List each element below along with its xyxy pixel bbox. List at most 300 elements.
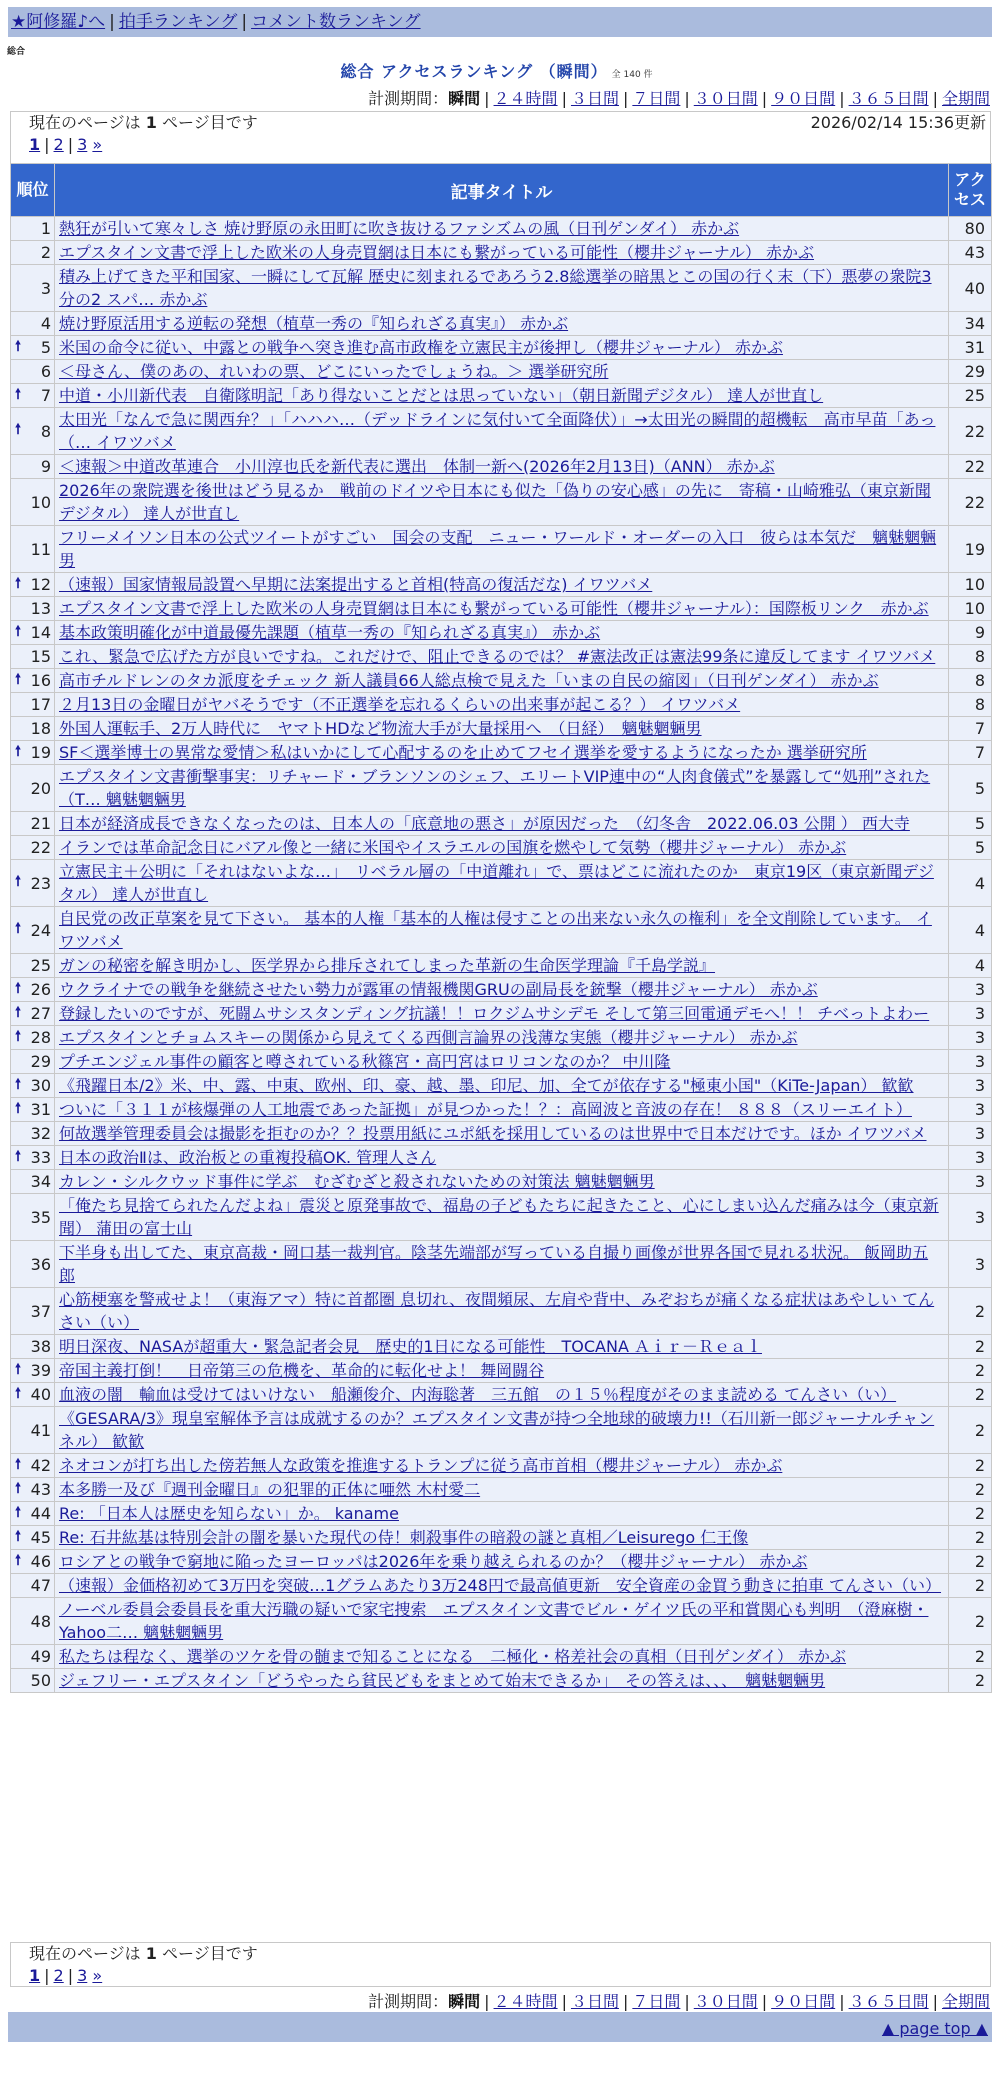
title-cell [55, 1478, 949, 1502]
title-cell [55, 1122, 949, 1146]
rank-up-arrow-icon: 🠕 [15, 337, 22, 354]
rank-up-arrow-icon: 🠕 [15, 1503, 22, 1520]
rank-cell [11, 1288, 55, 1335]
rank-number: 12 [30, 575, 51, 594]
access-count: 3 [949, 978, 992, 1002]
access-count: 3 [949, 1050, 992, 1074]
title-cell [55, 1146, 949, 1170]
title-cell [55, 907, 949, 954]
ranking-row [11, 241, 992, 265]
rank-cell [11, 693, 55, 717]
title-cell [55, 1288, 949, 1335]
article-link[interactable]: 焼け野原活用する逆転の発想（植草一秀の『知られざる真実』） 赤かぶ [59, 314, 569, 333]
pager-page-link[interactable]: 1 [29, 135, 41, 154]
home-link[interactable]: ★阿修羅♪へ [11, 12, 106, 32]
rank-number: 14 [30, 623, 51, 642]
rank-cell [11, 573, 55, 597]
period-separator: | [932, 1992, 938, 2011]
rank-up-arrow-icon: 🠕 [15, 920, 22, 937]
rank-number: 25 [30, 956, 51, 975]
title-cell [55, 1050, 949, 1074]
article-link[interactable]: 2026年の衆院選を後世はどう見るか 戦前のドイツや日本にも似た「偽りの安心感」の先に 寄稿・山崎雅弘（東京新聞デジタル） 達人が世直し [59, 481, 931, 523]
ranking-row [11, 907, 992, 954]
ranking-row [11, 479, 992, 526]
title-cell [55, 1407, 949, 1454]
ranking-title: 総合 アクセスランキング （瞬間） [340, 62, 608, 81]
article-link[interactable]: フリーメイソン日本の公式ツイートがすごい 国会の支配 ニュー・ワールド・オーダーの入口 彼らは本気だ 魑魅魍魎男 [59, 528, 937, 570]
ranking-row [11, 1194, 992, 1241]
rank-up-arrow-icon: 🠕 [15, 1003, 22, 1020]
article-link[interactable]: 下半身も出してた、東京高裁・岡口基一裁判官。陰茎先端部が写っている自撮り画像が世界各国で見れる状況。 飯岡助五郎 [59, 1243, 929, 1285]
title-cell [55, 408, 949, 455]
access-count: 3 [949, 1026, 992, 1050]
ranking-row [11, 336, 992, 360]
rank-cell [11, 336, 55, 360]
article-link[interactable]: 立憲民主＋公明に「それはないよな…」 リベラル層の「中道離れ」で、票はどこに流れたのか 東京19区（東京新聞デジタル） 達人が世直し [59, 862, 934, 904]
access-count: 4 [949, 860, 992, 907]
rank-cell [11, 1335, 55, 1359]
rank-number: 32 [30, 1124, 51, 1143]
article-link[interactable]: 積み上げてきた平和国家、一瞬にして瓦解 歴史に刻まれるであろう2.8総選挙の暗黒とこの国の行く末（下）悪夢の衆院3分の2 スパ… 赤かぶ [59, 267, 932, 309]
current-page-text: 現在のページは 1 ページ目です [29, 113, 258, 132]
title-cell [55, 526, 949, 573]
rank-up-arrow-icon: 🠕 [15, 670, 22, 687]
rank-number: 43 [30, 1480, 51, 1499]
title-cell [55, 241, 949, 265]
page-title [0, 59, 993, 82]
rank-number: 13 [30, 599, 51, 618]
access-count: 5 [949, 765, 992, 812]
title-cell [55, 1669, 949, 1693]
ranking-row [11, 860, 992, 907]
article-link[interactable]: ガンの秘密を解き明かし、医学界から排斥されてしまった革新の生命医学理論『千島学説』 [59, 956, 716, 975]
rank-number: 31 [30, 1100, 51, 1119]
article-link[interactable]: ネオコンが打ち出した傍若無人な政策を推進するトランプに従う高市首相（櫻井ジャーナル） 赤かぶ [59, 1456, 783, 1475]
pager-page-link[interactable]: 2 [53, 135, 64, 154]
rank-number: 10 [30, 492, 51, 512]
period-separator: | [622, 89, 629, 108]
rank-cell [11, 669, 55, 693]
rank-cell [11, 1026, 55, 1050]
ranking-row [11, 741, 992, 765]
rank-up-arrow-icon: 🠕 [15, 1384, 22, 1401]
title-cell [55, 1241, 949, 1288]
pager-page-link[interactable]: 1 [29, 1966, 41, 1985]
article-link[interactable]: ＜母さん、僕のあの、れいわの票、どこにいったでしょうね。＞ 選挙研究所 [59, 362, 609, 381]
ranking-row [11, 1074, 992, 1098]
ranking-row [11, 1359, 992, 1383]
rank-number: 4 [40, 314, 51, 333]
rank-cell [11, 1170, 55, 1194]
pager-page-link[interactable]: 3 [77, 1966, 88, 1985]
period-option[interactable]: ３０日間 [693, 89, 758, 108]
article-link[interactable]: ジェフリー・エプスタイン「どうやったら貧民どもをまとめて始末できるか」 その答えは、、、 魑魅魍魎男 [59, 1671, 826, 1690]
ranking-row [11, 408, 992, 455]
ranking-row [11, 765, 992, 812]
ranking-row [11, 1574, 992, 1598]
article-link[interactable]: プチエンジェル事件の顧客と噂されている秋篠宮・高円宮はロリコンなのか？ 中川隆 [59, 1052, 671, 1071]
period-label: 計測期間： [368, 89, 449, 108]
access-count: 2 [949, 1550, 992, 1574]
ranking-table [10, 163, 992, 1693]
updated-timestamp: 2026/02/14 15:36更新 [810, 113, 986, 132]
category-label: 総合 [7, 47, 26, 57]
rank-number: 50 [30, 1671, 51, 1690]
period-separator: | [839, 89, 845, 108]
rank-cell [11, 1383, 55, 1407]
ranking-row [11, 573, 992, 597]
rank-number: 9 [40, 457, 51, 476]
rank-number: 41 [30, 1420, 51, 1440]
rank-number: 40 [30, 1385, 51, 1404]
title-cell [55, 860, 949, 907]
rank-cell [11, 384, 55, 408]
article-link[interactable]: 何故選挙管理委員会は撮影を拒むのか？？投票用紙にユポ紙を採用しているのは世界中で日本だけです。ほか イワツバメ [59, 1124, 927, 1143]
rank-number: 39 [30, 1361, 51, 1380]
access-count: 3 [949, 1194, 992, 1241]
article-link[interactable]: （速報）金価格初めて3万円を突破…1グラムあたり3万248円で最高値更新 安全資産の金買う動きに拍車 てんさい（い） [59, 1576, 942, 1595]
ranking-row [11, 1550, 992, 1574]
ranking-row [11, 1454, 992, 1478]
ranking-row [11, 1598, 992, 1645]
rank-cell [11, 1241, 55, 1288]
article-link[interactable]: 《飛躍日本/2》米、中、露、中東、欧州、印、豪、越、墨、印尼、加、全てが依存する"極東小国"（KiTe-Japan） 歓歓 [59, 1076, 914, 1095]
article-link[interactable]: これ、緊急で広げた方が良いですね。これだけで、阻止できるのでは？ #憲法改正は憲法99条に違反してます イワツバメ [59, 647, 936, 666]
rank-cell [11, 1526, 55, 1550]
rank-number: 6 [40, 362, 51, 381]
rank-number: 24 [30, 920, 51, 940]
access-count: 3 [949, 1241, 992, 1288]
access-count: 8 [949, 693, 992, 717]
article-link[interactable]: （速報）国家情報局設置へ早期に法案提出すると首相(特高の復活だな) イワツバメ [59, 575, 653, 594]
access-count: 2 [949, 1335, 992, 1359]
title-cell [55, 1574, 949, 1598]
access-count: 8 [949, 645, 992, 669]
pager-separator: | [67, 1966, 74, 1985]
period-separator: | [561, 1992, 567, 2011]
ranking-row [11, 384, 992, 408]
title-cell [55, 360, 949, 384]
pager-bottom [11, 1965, 990, 1987]
nav-separator: | [241, 12, 248, 32]
rank-cell [11, 765, 55, 812]
rank-cell [11, 860, 55, 907]
article-link[interactable]: ＜速報＞中道改革連合 小川淳也氏を新代表に選出 体制一新へ(2026年2月13日)（ANN） 赤かぶ [59, 457, 775, 476]
rank-cell [11, 217, 55, 241]
pager-separator: | [67, 135, 74, 154]
comment-ranking-link[interactable]: コメント数ランキング [251, 12, 421, 32]
nav-separator: | [109, 12, 115, 32]
rank-number: 15 [30, 647, 51, 666]
period-option[interactable]: ７日間 [632, 89, 681, 108]
ranking-row [11, 836, 992, 860]
ranking-row [11, 265, 992, 312]
ranking-row [11, 1002, 992, 1026]
title-cell [55, 1645, 949, 1669]
rank-number: 33 [30, 1148, 51, 1167]
rank-number: 38 [30, 1337, 51, 1356]
rank-number: 8 [40, 421, 51, 441]
rank-cell [11, 479, 55, 526]
access-count: 2 [949, 1598, 992, 1645]
rank-up-arrow-icon: 🠕 [15, 1551, 22, 1568]
rank-up-arrow-icon: 🠕 [15, 873, 22, 890]
title-column-header: 記事タイトル [55, 164, 949, 217]
rank-number: 26 [30, 980, 51, 999]
access-count: 2 [949, 1669, 992, 1693]
rank-cell [11, 1598, 55, 1645]
title-cell [55, 717, 949, 741]
period-option[interactable]: ３６５日間 [848, 89, 929, 108]
article-link[interactable]: 登録したいのですが、死闘ムサシスタンディング抗議！！ロクジムサシデモ そして第三回電通デモへ！！ チベっトよわー [59, 1004, 930, 1023]
access-count: 31 [949, 336, 992, 360]
ranking-row [11, 1050, 992, 1074]
rank-cell [11, 1122, 55, 1146]
title-cell [55, 1170, 949, 1194]
rank-number: 45 [30, 1528, 51, 1547]
title-cell [55, 312, 949, 336]
access-count: 2 [949, 1383, 992, 1407]
article-link[interactable]: 私たちは程なく、選挙のツケを骨の髄まで知ることになる 二極化・格差社会の真相（日刊ゲンダイ） 赤かぶ [59, 1647, 847, 1666]
page-top-link[interactable]: ▲ page top ▲ [881, 2019, 988, 2038]
rank-cell [11, 1669, 55, 1693]
period-option[interactable]: ３日間 [570, 1992, 619, 2011]
ranking-row [11, 455, 992, 479]
access-count: 7 [949, 741, 992, 765]
article-link[interactable]: 自民党の改正草案を見て下さい。 基本的人権「基本的人権は侵すことの出来ない永久の権利」を全文削除しています。 イワツバメ [59, 909, 932, 951]
article-link[interactable]: 基本政策明確化が中道最優先課題（植草一秀の『知られざる真実』） 赤かぶ [59, 623, 601, 642]
article-link[interactable]: 熱狂が引いて寒々しさ 焼け野原の永田町に吹き抜けるファシズムの風（日刊ゲンダイ） 赤かぶ [59, 219, 740, 238]
article-link[interactable]: ノーベル委員会委員長を重大汚職の疑いで家宅捜索 エプスタイン文書でビル・ゲイツ氏の平和賞関心も判明 （澄麻樹・Yahoo二… 魑魅魍魎男 [59, 1600, 929, 1642]
article-link[interactable]: 日本が経済成長できなくなったのは、日本人の「底意地の悪さ」が原因だった （幻冬舎 2022.06.03 公開 ） 西大寺 [59, 814, 910, 833]
rank-cell [11, 954, 55, 978]
access-count: 4 [949, 954, 992, 978]
access-count: 25 [949, 384, 992, 408]
access-count: 2 [949, 1502, 992, 1526]
rank-cell [11, 1407, 55, 1454]
ranking-row [11, 1026, 992, 1050]
article-link[interactable]: 明日深夜、NASAが超重大・緊急記者会見 歴史的1日になる可能性 TOCANA Ａｉｒ－Ｒｅａｌ [59, 1337, 762, 1356]
ranking-row [11, 978, 992, 1002]
pager-page-link[interactable]: 2 [53, 1966, 64, 1985]
status-box-top [10, 111, 991, 164]
rank-cell [11, 408, 55, 455]
article-link[interactable]: エプスタイン文書で浮上した欧米の人身売買網は日本にも繋がっている可能性（櫻井ジャーナル）：国際板リンク 赤かぶ [59, 599, 929, 618]
title-cell [55, 1526, 949, 1550]
access-count: 4 [949, 907, 992, 954]
ranking-row [11, 717, 992, 741]
access-count: 19 [949, 526, 992, 573]
article-link[interactable]: 高市チルドレンのタカ派度をチェック 新人議員66人総点検で見えた「いまの自民の縮図」（日刊ゲンダイ） 赤かぶ [59, 671, 879, 690]
rank-up-arrow-icon: 🠕 [15, 1075, 22, 1092]
access-count: 5 [949, 836, 992, 860]
rank-cell [11, 1002, 55, 1026]
access-count: 3 [949, 1170, 992, 1194]
ranking-row [11, 1122, 992, 1146]
rank-cell [11, 1050, 55, 1074]
article-link[interactable]: Re: 石井紘基は特別会計の闇を暴いた現代の侍！刺殺事件の暗殺の謎と真相／Leisurego 仁王像 [59, 1528, 749, 1547]
title-cell [55, 1026, 949, 1050]
period-option: 瞬間 [448, 89, 481, 108]
rank-up-arrow-icon: 🠕 [15, 1479, 22, 1496]
rank-up-arrow-icon: 🠕 [15, 1099, 22, 1116]
article-link[interactable]: 外国人運転手、2万人時代に ヤマトHDなど物流大手が大量採用へ （日経） 魑魅魍魎男 [59, 719, 702, 738]
ranking-row [11, 1407, 992, 1454]
period-separator: | [561, 89, 567, 108]
ranking-row [11, 1170, 992, 1194]
rank-number: 19 [30, 743, 51, 762]
rank-number: 47 [30, 1576, 51, 1595]
rank-cell [11, 907, 55, 954]
article-link[interactable]: エプスタイン文書衝撃事実：リチャード・ブランソンのシェフ、エリートVIP連中の“人肉食儀式”を暴露して“処刑”された（T… 魑魅魍魎男 [59, 767, 931, 809]
access-count: 8 [949, 669, 992, 693]
access-count: 2 [949, 1359, 992, 1383]
article-link[interactable]: 本多勝一及び『週刊金曜日』の犯罪的正体に唖然 木村愛二 [59, 1480, 481, 1499]
ranking-row [11, 312, 992, 336]
rank-number: 27 [30, 1004, 51, 1023]
article-link[interactable]: ロシアとの戦争で窮地に陥ったヨーロッパは2026年を乗り越えられるのか？（櫻井ジャーナル） 赤かぶ [59, 1552, 808, 1571]
rank-cell [11, 1454, 55, 1478]
period-option[interactable]: 全期間 [941, 1992, 990, 2011]
article-link[interactable]: ２月13日の金曜日がヤバそうです（不正選挙を忘れるくらいの出来事が起こる？） イワツバメ [59, 695, 741, 714]
pager-next-link[interactable]: » [92, 135, 103, 154]
article-link[interactable]: 帝国主義打倒！ 日帝第三の危機を、革命的に転化せよ！ 舞岡闘谷 [59, 1361, 545, 1380]
rank-cell [11, 526, 55, 573]
title-cell [55, 384, 949, 408]
title-cell [55, 1502, 949, 1526]
rank-up-arrow-icon: 🠕 [15, 1027, 22, 1044]
article-link[interactable]: 心筋梗塞を警戒せよ！（東海アマ）特に首都圏 息切れ、夜間頻尿、左肩や背中、みぞおちが痛くなる症状はあやしい てんさい（い） [59, 1290, 935, 1332]
title-cell [55, 1335, 949, 1359]
pager-page-link[interactable]: 3 [77, 135, 88, 154]
rank-up-arrow-icon: 🠕 [15, 385, 22, 402]
rank-number: 3 [40, 278, 51, 298]
rank-cell [11, 1645, 55, 1669]
ranking-row [11, 360, 992, 384]
rank-number: 42 [30, 1456, 51, 1475]
ranking-row [11, 1288, 992, 1335]
rank-number: 18 [30, 719, 51, 738]
rank-number: 29 [30, 1052, 51, 1071]
article-link[interactable]: SF＜選挙博士の異常な愛情＞私はいかにして心配するのを止めてフセイ選挙を愛するようになったか 選挙研究所 [59, 743, 867, 762]
title-cell [55, 1598, 949, 1645]
period-option[interactable]: ２４時間 [493, 89, 558, 108]
period-option[interactable]: ３日間 [570, 89, 619, 108]
pager-next-link[interactable]: » [92, 1966, 103, 1985]
rank-up-arrow-icon: 🠕 [15, 1527, 22, 1544]
article-link[interactable]: ついに「３１１が核爆弾の人工地震であった証拠」が見つかった！？：高岡波と音波の存在！ ８８８（スリーエイト） [59, 1100, 912, 1119]
article-link[interactable]: Re: 「日本人は歴史を知らない」か。 kaname [59, 1504, 399, 1523]
rank-up-arrow-icon: 🠕 [15, 421, 22, 438]
title-cell [55, 669, 949, 693]
period-option[interactable]: ２４時間 [493, 1992, 558, 2011]
access-count: 22 [949, 479, 992, 526]
rank-number: 35 [30, 1207, 51, 1227]
access-count: 2 [949, 1478, 992, 1502]
period-separator: | [622, 1992, 629, 2011]
article-link[interactable]: 《GESARA/3》現皇室解体予言は成就するのか？エプスタイン文書が持つ全地球的破壊力!!（石川新一郎ジャーナルチャンネル） 歓歓 [59, 1409, 935, 1451]
rank-cell [11, 1550, 55, 1574]
applause-ranking-link[interactable]: 拍手ランキング [118, 12, 238, 32]
article-link[interactable]: 「俺たち見捨てられたんだよね」震災と原発事故で、福島の子どもたちに起きたこと、心にしまい込んだ痛みは今（東京新聞） 蒲田の富士山 [59, 1196, 939, 1238]
article-link[interactable]: 米国の命令に従い、中露との戦争へ突き進む高市政権を立憲民主が後押し（櫻井ジャーナル） 赤かぶ [59, 338, 783, 357]
period-option[interactable]: ９０日間 [771, 89, 836, 108]
rank-cell [11, 241, 55, 265]
access-count: 7 [949, 717, 992, 741]
period-option[interactable]: ９０日間 [771, 1992, 836, 2011]
rank-number: 36 [30, 1254, 51, 1274]
ranking-row [11, 812, 992, 836]
period-separator: | [932, 89, 938, 108]
article-link[interactable]: 中道・小川新代表 自衛隊明記「あり得ないことだとは思っていない」（朝日新聞デジタル） 達人が世直し [59, 386, 824, 405]
period-separator: | [684, 1992, 690, 2011]
rank-cell [11, 455, 55, 479]
access-count: 2 [949, 1645, 992, 1669]
access-count: 3 [949, 1098, 992, 1122]
article-link[interactable]: カレン・シルクウッド事件に学ぶ むざむざと殺されないための対策法 魑魅魍魎男 [59, 1172, 655, 1191]
rank-number: 37 [30, 1301, 51, 1321]
rank-number: 5 [40, 338, 51, 357]
rank-cell [11, 597, 55, 621]
rank-cell [11, 978, 55, 1002]
ranking-row [11, 1502, 992, 1526]
period-separator: | [839, 1992, 845, 2011]
top-nav-bar [8, 7, 992, 37]
article-link[interactable]: エプスタインとチョムスキーの関係から見えてくる西側言論界の浅薄な実態（櫻井ジャーナル） 赤かぶ [59, 1028, 798, 1047]
access-count: 3 [949, 1146, 992, 1170]
title-cell [55, 836, 949, 860]
access-count: 2 [949, 1407, 992, 1454]
article-link[interactable]: エプスタイン文書で浮上した欧米の人身売買網は日本にも繋がっている可能性（櫻井ジャーナル） 赤かぶ [59, 243, 815, 262]
period-option[interactable]: ７日間 [632, 1992, 681, 2011]
article-link[interactable]: ウクライナでの戦争を継続させたい勢力が露軍の情報機関GRUの副局長を銃撃（櫻井ジャーナル） 赤かぶ [59, 980, 818, 999]
pager-separator: | [44, 1966, 50, 1985]
title-cell [55, 621, 949, 645]
article-link[interactable]: イランでは革命記念日にバアル像と一緒に米国やイスラエルの国旗を燃やして気勢（櫻井ジャーナル） 赤かぶ [59, 838, 847, 857]
rank-cell [11, 1502, 55, 1526]
rank-number: 16 [30, 671, 51, 690]
title-cell [55, 693, 949, 717]
rank-cell [11, 741, 55, 765]
rank-cell [11, 1359, 55, 1383]
ranking-row [11, 1241, 992, 1288]
title-cell [55, 1383, 949, 1407]
ranking-row [11, 954, 992, 978]
article-link[interactable]: 日本の政治Ⅱは、政治板との重複投稿OK. 管理人さん [59, 1148, 437, 1167]
access-count: 5 [949, 812, 992, 836]
title-cell [55, 455, 949, 479]
access-count: 22 [949, 455, 992, 479]
period-option[interactable]: 全期間 [941, 89, 990, 108]
rank-number: 30 [30, 1076, 51, 1095]
period-option[interactable]: ３０日間 [693, 1992, 758, 2011]
period-option[interactable]: ３６５日間 [848, 1992, 929, 2011]
access-count: 3 [949, 1122, 992, 1146]
footer-bar [8, 2012, 992, 2042]
rank-number: 28 [30, 1028, 51, 1047]
title-cell [55, 1074, 949, 1098]
ranking-row [11, 1383, 992, 1407]
article-link[interactable]: 太田光「なんで急に関西弁？」「ハハハ…（デッドラインに気付いて全面降伏）」→太田光の瞬間的超機転 高市早苗「あっ（… イワツバメ [59, 410, 936, 452]
title-cell [55, 1098, 949, 1122]
rank-cell [11, 1146, 55, 1170]
rank-number: 20 [30, 778, 51, 798]
access-count: 3 [949, 1074, 992, 1098]
article-link[interactable]: 血液の闇 輸血は受けてはいけない 船瀬俊介、内海聡著 三五館 の１５％程度がそのまま読める てんさい（い） [59, 1385, 897, 1404]
ranking-row [11, 217, 992, 241]
rank-up-arrow-icon: 🠕 [15, 1360, 22, 1377]
rank-cell [11, 1074, 55, 1098]
